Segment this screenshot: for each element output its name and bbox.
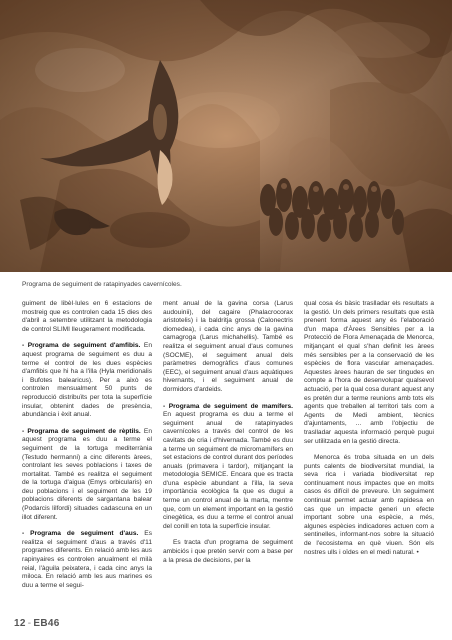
section-heading: - Programa de seguiment d'aus.	[22, 530, 139, 538]
photo-caption: Programa de seguiment de ratapinyades cavernícoles.	[22, 281, 182, 288]
magazine-issue: EB46	[33, 618, 60, 629]
section-heading: - Programa de seguiment de rèptils.	[22, 427, 141, 435]
article-body	[22, 300, 434, 620]
paragraph: qual cosa és bàsic traslladar els resultats a la gestió. Un dels primers resultats que està prenent forma aquest any és l'elaboració d'un mapa d'Àrees Sensibles per a la Protecció de Flora Amenaçada de Menorca, mitjançant el qual s'han definit les àrees més sensibles per a la conservació de les espècies de flora vascular amenaçades. Aquestes àrees hauran de ser tingudes en compte a l'hora de desenvolupar qualsevol actuació, per la qual cosa durant aquest any es pretén dur a terme reunions amb tots els agents que treballen al territori tals com a Agents de Medi ambient, tècnics d'ajuntaments, ... amb l'objectiu de traslladar aquesta informació perquè pugui ser utilitzada en la gestió directa.	[304, 300, 434, 445]
paragraph: guiment de libèl·lules en 6 estacions de mostreig que es controlen cada 15 dies des d'abril a setembre utilitzant la metodologia de control SLIMI lleugerament modificada.	[22, 300, 152, 333]
paragraph-conclusion: Menorca és troba situada en un dels punts calents de biodiversitat mundial, la seva rica i variada biodiversitat rep contínuament nous impactes que en molts casos és difícil de preveure. Un seguiment continuat permet actuar amb rapidesa en cas que un impacte generi un efecte important sobre una espècie, a més, algunes espècies indicadores actuen com a sentinelles, informant-nos sobre la situació de l'ecosistema en què viuen. Són els nostres ulls i oïdes en el medi natural. •	[304, 454, 434, 556]
section-heading: - Programa de seguiment d'amfibis.	[22, 342, 141, 350]
page-number: 12	[14, 618, 26, 629]
article-column-1	[22, 300, 152, 620]
cave-ceiling-illustration	[0, 0, 452, 272]
paragraph-amphibians: - Programa de seguiment d'amfibis. En aquest programa de seguiment es duu a terme el control de les dues espècies d'amfibis que hi ha a l'illa (Hyla meridionalis i Bufotes balearicus). Per a això es controlen mensualment 50 punts de reproducció distribuïts per tota la superfície insular, obtenint dades de presència, abundància i èxit anual.	[22, 342, 152, 419]
article-column-2	[163, 300, 293, 620]
page-footer	[14, 618, 60, 629]
paragraph-reptiles: - Programa de seguiment de rèptils. En aquest programa es duu a terme el seguiment de la tortuga mediterrània (Testudo hermanni) a cinc diferents àrees, controlant les seves poblacions i taxes de mortalitat. També es realitza el seguiment de la tortuga d'aigua (Emys orbicularis) en deu poblacions i el seguiment de les 19 poblacions diferents de sargantana balear (Podarcis lilfordi) situades cadascuna en un illot diferent.	[22, 427, 152, 521]
footer-separator: -	[27, 618, 32, 629]
paragraph: Es tracta d'un programa de seguiment ambiciós i que pretén servir com a base per a la presa de decisions, per la	[163, 539, 293, 564]
paragraph-birds: - Programa de seguiment d'aus. Es realitza el seguiment d'aus a través d'11 programes diferents. En relació amb les aus rapinyaires es controlen anualment el milà reial, l'àguila peixatera, i cada cinc anys la miloca. En relació amb les aus marines es duu a terme el segui-	[22, 530, 152, 589]
section-heading: - Programa de seguiment de mamífers.	[163, 402, 293, 410]
cave-bats-photo	[0, 0, 452, 272]
paragraph: ment anual de la gavina corsa (Larus audouinii), del cagaire (Phalacrocorax aristotelis) i la baldritja grossa (Calonectris diomedea), i cada cinc anys de la gavina camagroga (Larus michahellis). També es realitza el seguiment anual d'aus comunes (SOCME), el seguiment anual dels paràmetres demogràfics d'aus comunes (EEC), el seguiment anual d'aus aquàtiques hivernants, i el seguiment anual de dormidors d'ardeids.	[163, 300, 293, 393]
article-column-3	[304, 300, 434, 620]
paragraph-mammals: - Programa de seguiment de mamífers. En aquest programa es duu a terme el seguiment anual de ratapinyades cavernícoles a través del control de les cavitats de cria i d'hivernada. També es duu a terme un seguiment de micromamífers en set estacions de control durant dos períodes anuals (primavera i tardor), mitjançant la metodologia SEMICE. Encara que es tracta d'una espècie abundant a l'illa, la seva importància ecològica fa que es dugui a terme un control anual de la marta, mentre que, com un element important en la gestió cinegètica, es duu a terme el control anual del conill en tota la superfície insular.	[163, 402, 293, 530]
